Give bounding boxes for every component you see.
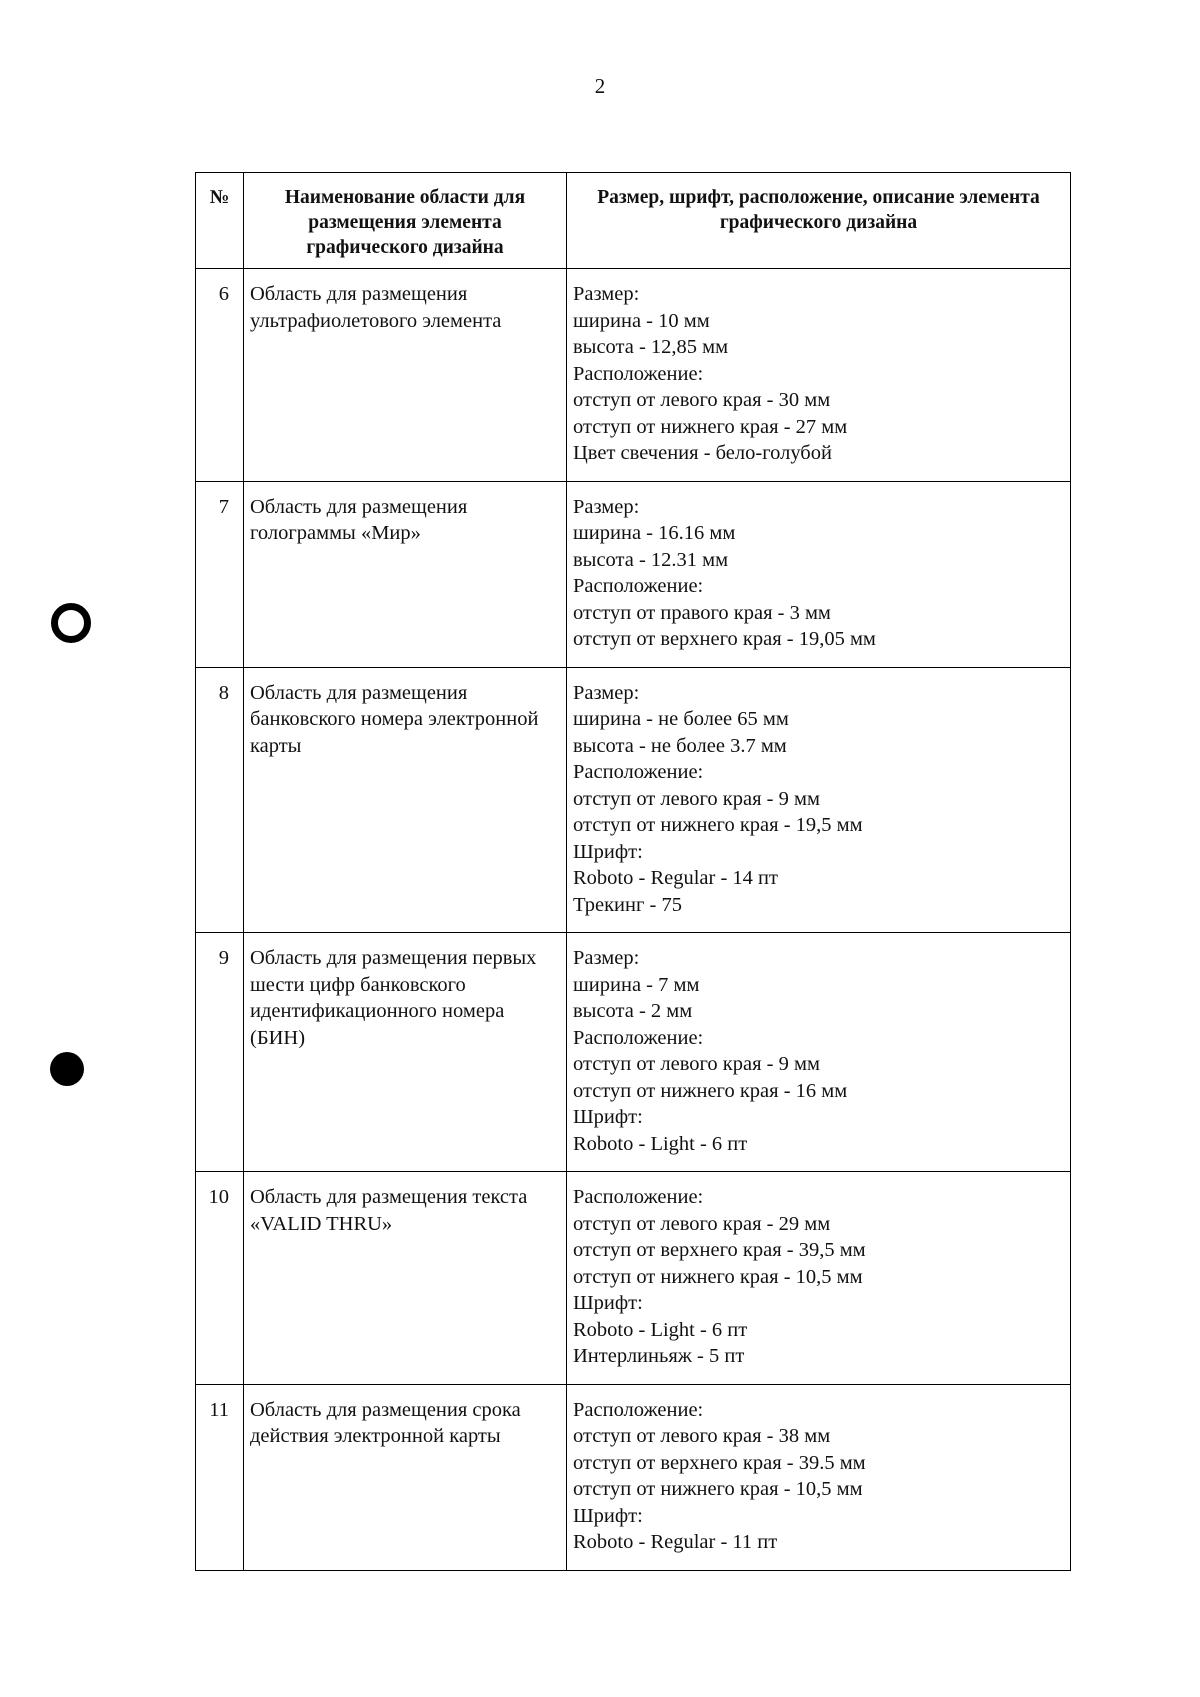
description-line: Шрифт: [573, 1292, 643, 1314]
punch-hole-mark [50, 1052, 84, 1086]
area-name-cell: Область для размещения банковского номера электронной карты [244, 667, 567, 933]
description-line: Roboto - Regular - 11 пт [573, 1531, 778, 1553]
description-line: Шрифт: [573, 1504, 643, 1527]
description-line: отступ от правого края - 3 мм [573, 601, 831, 624]
row-number: 9 [196, 933, 244, 1172]
description-line: отступ от левого края - 9 мм [573, 787, 820, 810]
description-line: Размер: [573, 681, 640, 704]
description-line: отступ от нижнего края - 27 мм [573, 415, 848, 438]
description-line: Цвет свечения - бело-голубой [573, 442, 832, 464]
description-line: Расположение: [573, 1186, 704, 1208]
description-line: Расположение: [573, 761, 704, 783]
description-line: Шрифт: [573, 840, 643, 863]
table-row [196, 1384, 1071, 1570]
description-cell [567, 1172, 1071, 1385]
area-name-cell: Область для размещения первых шести цифр банковского идентификационного номера (БИН) [244, 933, 567, 1172]
table-body [196, 269, 1071, 1571]
description-line: Интерлиньяж - 5 пт [573, 1345, 745, 1367]
description-line: Расположение: [573, 362, 704, 385]
row-number: 7 [196, 481, 244, 667]
description-line: Размер: [573, 947, 640, 969]
header-description: Размер, шрифт, расположение, описание элемента графического дизайна [567, 173, 1071, 269]
description-line: отступ от нижнего края - 19,5 мм [573, 814, 863, 836]
description-cell [567, 269, 1071, 482]
description-cell [567, 933, 1071, 1172]
description-line: отступ от левого края - 30 мм [573, 389, 831, 411]
description-line: Расположение: [573, 1026, 704, 1049]
description-line: Roboto - Regular - 14 пт [573, 867, 778, 889]
description-line: ширина - не более 65 мм [573, 708, 789, 730]
description-line: отступ от верхнего края - 39.5 мм [573, 1451, 866, 1474]
description-line: Расположение: [573, 575, 704, 597]
description-line: отступ от верхнего края - 19,05 мм [573, 628, 876, 650]
row-number: 6 [196, 269, 244, 482]
area-name-cell: Область для размещения текста «VALID THRU» [244, 1172, 567, 1385]
row-number: 11 [196, 1384, 244, 1570]
description-cell [567, 1384, 1071, 1570]
table-row [196, 481, 1071, 667]
row-number: 8 [196, 667, 244, 933]
area-name-cell: Область для размещения голограммы «Мир» [244, 481, 567, 667]
row-number: 10 [196, 1172, 244, 1385]
area-name-cell: Область для размещения ультрафиолетового элемента [244, 269, 567, 482]
description-cell [567, 667, 1071, 933]
description-line: отступ от левого края - 38 мм [573, 1425, 831, 1447]
table-row [196, 1172, 1071, 1385]
description-line: ширина - 16.16 мм [573, 522, 736, 544]
description-line: высота - 12.31 мм [573, 548, 729, 571]
description-line: Трекинг - 75 [573, 893, 682, 916]
description-line: ширина - 7 мм [573, 973, 700, 996]
table-header [196, 173, 1071, 269]
page-number: 2 [594, 74, 606, 98]
punch-hole-mark [51, 603, 91, 643]
description-line: отступ от верхнего края - 39,5 мм [573, 1239, 866, 1261]
description-line: отступ от левого края - 29 мм [573, 1212, 831, 1235]
description-cell [567, 481, 1071, 667]
description-line: Размер: [573, 495, 640, 518]
table-row [196, 933, 1071, 1172]
header-row [196, 173, 1071, 269]
area-name-cell: Область для размещения срока действия электронной карты [244, 1384, 567, 1570]
description-line: Расположение: [573, 1398, 704, 1421]
design-elements-table [195, 172, 1071, 1571]
description-line: Размер: [573, 283, 640, 305]
table-row [196, 269, 1071, 482]
header-area-name: Наименование области для размещения элемента графического дизайна [244, 173, 567, 269]
header-number: № [196, 173, 244, 269]
description-line: отступ от левого края - 9 мм [573, 1053, 820, 1075]
description-line: Roboto - Light - 6 пт [573, 1318, 748, 1341]
table-row [196, 667, 1071, 933]
description-line: Roboto - Light - 6 пт [573, 1132, 748, 1155]
description-line: отступ от нижнего края - 10,5 мм [573, 1478, 863, 1500]
description-line: отступ от нижнего края - 10,5 мм [573, 1265, 863, 1288]
description-line: высота - 12,85 мм [573, 336, 729, 358]
description-line: отступ от нижнего края - 16 мм [573, 1079, 848, 1102]
description-line: ширина - 10 мм [573, 309, 710, 332]
description-line: высота - 2 мм [573, 1000, 693, 1022]
description-line: Шрифт: [573, 1106, 643, 1128]
description-line: высота - не более 3.7 мм [573, 734, 787, 757]
